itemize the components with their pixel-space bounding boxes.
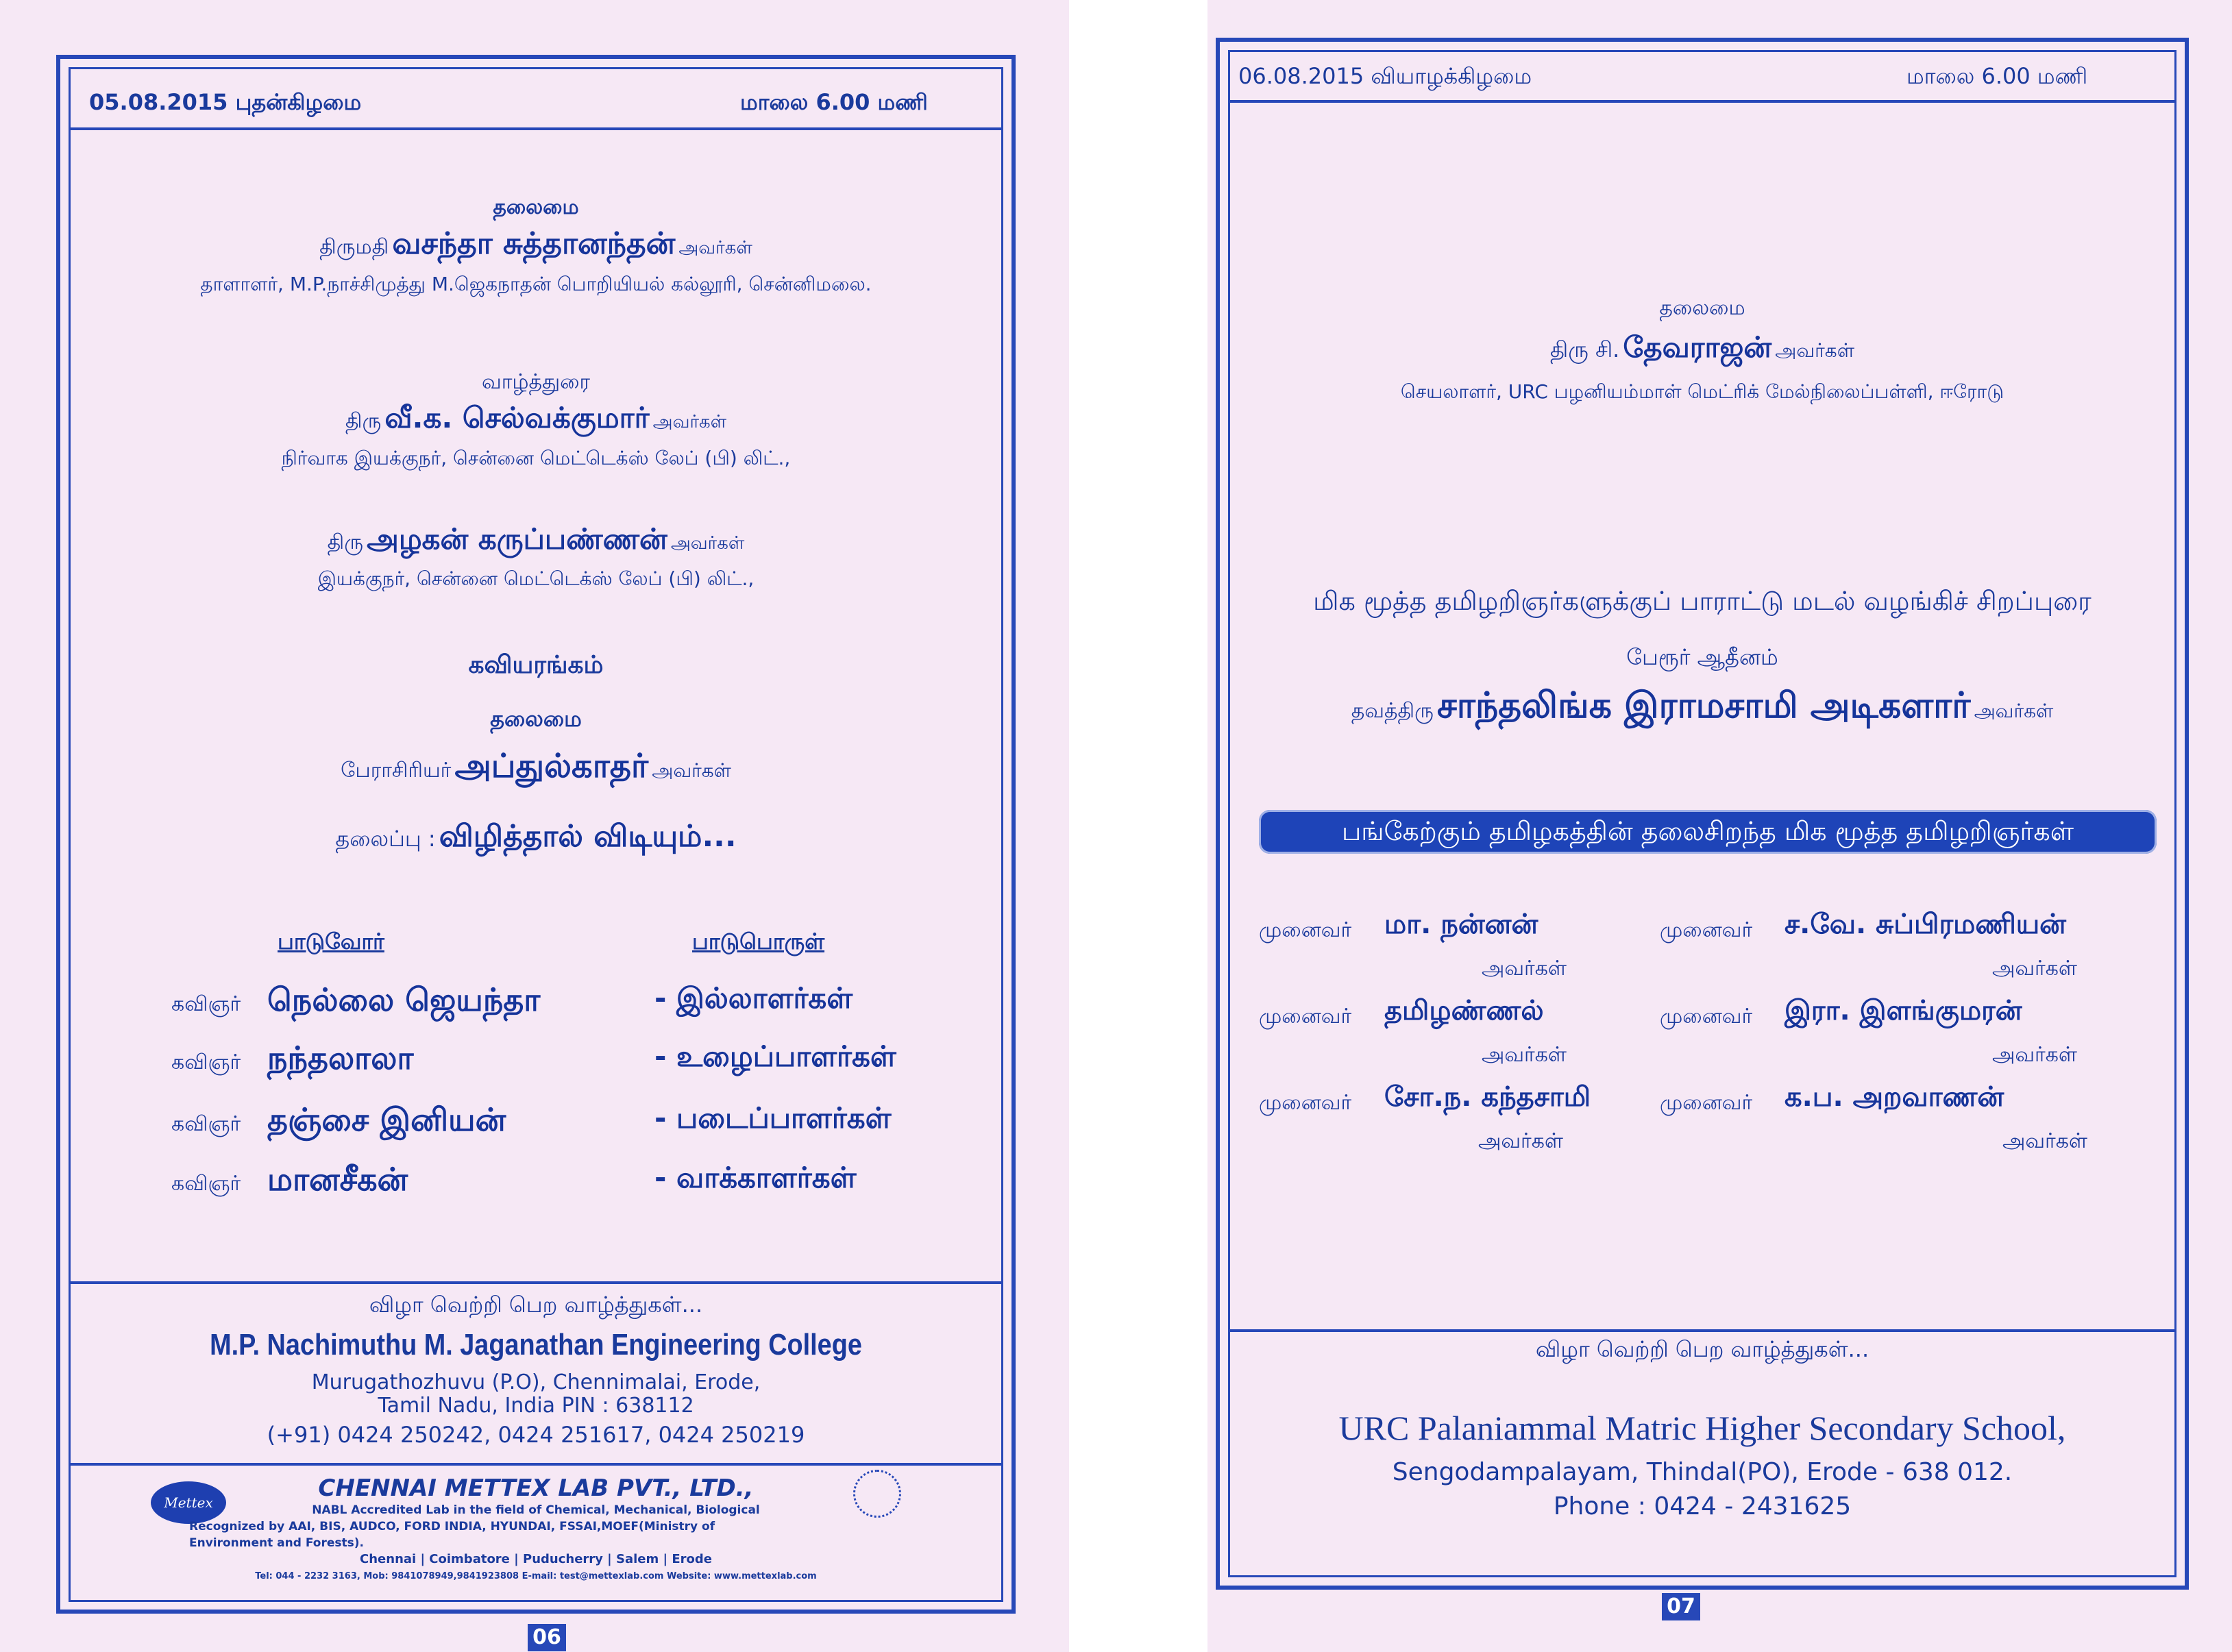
left-greeting-person2-suffix: அவர்கள் [670, 533, 745, 554]
left-header-time: மாலை 6.00 மணி [740, 89, 928, 115]
scholar-prefix: முனைவர் [1660, 1004, 1753, 1028]
left-sponsor-phone: (+91) 0424 250242, 0424 251617, 0424 250219 [267, 1422, 805, 1448]
left-kaviyarangam-name: அப்துல்காதர் [454, 747, 649, 785]
left-greeting-person2-name: அழகன் கருப்பண்ணன் [367, 522, 667, 556]
scholar-prefix: முனைவர் [1259, 1091, 1352, 1115]
right-page [1207, 0, 2232, 1652]
left-poet-prefix: கவிஞர் [171, 1112, 241, 1136]
scholar-prefix: முனைவர் [1660, 918, 1753, 942]
left-sponsor-college: M.P. Nachimuthu M. Jaganathan Engineering College [210, 1328, 862, 1361]
mettex-company-name: CHENNAI METTEX LAB PVT., LTD., [318, 1475, 754, 1502]
left-kaviyarangam-heading: தலைமை [490, 706, 582, 732]
left-greeting-person2-role: இயக்குநர், சென்னை மெட்டெக்ஸ் லேப் (பி) லிட்., [317, 567, 755, 590]
right-honour-person-line [1228, 685, 2176, 731]
left-greeting-person1-name: வீ.க. செல்வக்குமார் [384, 401, 650, 434]
scholar-prefix: முனைவர் [1259, 918, 1352, 942]
left-poet-name: தஞ்சை இனியன் [267, 1101, 506, 1138]
scholar-suffix: அவர்கள் [2002, 1129, 2087, 1153]
left-poet-prefix: கவிஞர் [171, 1172, 241, 1196]
left-poet-subject: - உழைப்பாளர்கள் [654, 1039, 896, 1073]
left-kaviyarangam-topic-line [69, 819, 1003, 858]
right-sponsor-address: Sengodampalayam, Thindal(PO), Erode - 638 012. [1392, 1458, 2013, 1486]
left-ad-divider [69, 1463, 1003, 1466]
left-header-divider [69, 127, 1003, 130]
left-poet-name: மானசீகன் [267, 1161, 408, 1198]
right-page-number: 07 [1662, 1593, 1700, 1620]
right-presiding-line [1228, 330, 2176, 368]
left-topic-label: தலைப்பு : [335, 826, 436, 852]
scholar-name: தமிழண்ணல் [1384, 995, 1544, 1026]
left-presiding-line [69, 226, 1003, 265]
left-poet-prefix: கவிஞர் [171, 1050, 241, 1074]
left-poet-prefix: கவிஞர் [171, 992, 241, 1016]
left-poet-subject: - படைப்பாளர்கள் [654, 1101, 892, 1135]
mettex-contact: Tel: 044 - 2232 3163, Mob: 9841078949,9841923808 E-mail: test@mettexlab.com Website: www.mettexlab.com [255, 1571, 817, 1581]
right-header-time: மாலை 6.00 மணி [1906, 63, 2088, 89]
left-poet-name: நந்தலாலா [267, 1039, 414, 1076]
right-sponsor-phone: Phone : 0424 - 2431625 [1553, 1492, 1852, 1520]
left-presiding-role: தாளாளர், M.P.நாச்சிமுத்து M.ஜெகநாதன் பொறியியல் கல்லூரி, சென்னிமலை. [200, 273, 872, 295]
scholar-suffix: அவர்கள் [1482, 1043, 1567, 1067]
scholar-prefix: முனைவர் [1660, 1091, 1753, 1115]
right-honour-name: சாந்தலிங்க இராமசாமி அடிகளார் [1436, 685, 1971, 726]
left-kaviyarangam-prefix: பேராசிரியர் [341, 759, 452, 782]
left-greeting-person1-suffix: அவர்கள் [652, 412, 727, 432]
left-page-number: 06 [528, 1624, 566, 1651]
left-sponsor-address2: Tamil Nadu, India PIN : 638112 [378, 1394, 694, 1418]
left-greeting-person2-line [69, 522, 1003, 560]
right-sponsor-wishes: விழா வெற்றி பெற வாழ்த்துகள்... [1535, 1336, 1869, 1362]
left-sponsor-divider [69, 1281, 1003, 1284]
left-sponsor-address1: Murugathozhuvu (P.O), Chennimalai, Erode, [311, 1370, 761, 1394]
scholar-suffix: அவர்கள் [1482, 957, 1567, 981]
left-presiding-name: வசந்தா சுத்தானந்தன் [392, 226, 676, 261]
scholar-name: இரா. இளங்குமரன் [1785, 995, 2022, 1026]
left-presiding-suffix: அவர்கள் [678, 238, 752, 258]
scholar-name: க.ப. அறவாணன் [1785, 1081, 2004, 1113]
scholar-suffix: அவர்கள் [1478, 1129, 1563, 1153]
left-kaviyarangam-line [69, 747, 1003, 789]
right-honour-prefix: தவத்திரு [1351, 699, 1434, 723]
left-poet-subject: - வாக்காளர்கள் [654, 1161, 857, 1194]
left-poets-col1-header: பாடுவோர் [278, 928, 384, 954]
right-presiding-role: செயலாளர், URC பழனியம்மாள் மெட்ரிக் மேல்நிலைப்பள்ளி, ஈரோடு [1400, 380, 2004, 403]
left-header-date: 05.08.2015 புதன்கிழமை [89, 89, 362, 115]
right-presiding-prefix: திரு சி. [1550, 336, 1620, 362]
scholar-suffix: அவர்கள் [1992, 957, 2077, 981]
mettex-line1: NABL Accredited Lab in the field of Chemical, Mechanical, Biological [312, 1503, 760, 1517]
left-greeting-person1-line [69, 401, 1003, 439]
mettex-cities: Chennai | Coimbatore | Puducherry | Salem | Erode [360, 1552, 712, 1566]
right-presiding-heading: தலைமை [1659, 296, 1745, 320]
left-greeting-person1-role: நிர்வாக இயக்குநர், சென்னை மெட்டெக்ஸ் லேப் (பி) லிட்., [281, 447, 791, 469]
left-kaviyarangam-title: கவியரங்கம் [468, 651, 604, 679]
right-honour-suffix: அவர்கள் [1974, 700, 2054, 722]
left-sponsor-wishes: விழா வெற்றி பெற வாழ்த்துகள்... [369, 1292, 703, 1318]
scholar-name: சோ.ந. கந்தசாமி [1384, 1081, 1591, 1113]
right-honour-line: மிக மூத்த தமிழறிஞர்களுக்குப் பாராட்டு மடல் வழங்கிச் சிறப்புரை [1313, 586, 2092, 616]
left-greeting-heading: வாழ்த்துரை [482, 370, 590, 394]
right-sponsor-school: URC Palaniammal Matric Higher Secondary School, [1338, 1409, 2066, 1447]
scholar-name: ச.வே. சுப்பிரமணியன் [1785, 909, 2066, 940]
scholar-suffix: அவர்கள் [1992, 1043, 2077, 1067]
left-greeting-person1-prefix: திரு [345, 409, 382, 433]
right-header-divider [1228, 100, 2176, 103]
left-presiding-heading: தலைமை [493, 195, 579, 219]
right-presiding-name: தேவராஜன் [1623, 330, 1772, 364]
left-greeting-person2-prefix: திரு [327, 530, 364, 554]
right-sponsor-divider [1228, 1329, 2176, 1332]
left-poets-col2-header: பாடுபொருள் [692, 928, 825, 954]
left-page [0, 0, 1069, 1652]
left-poet-subject: - இல்லாளர்கள் [654, 981, 853, 1015]
right-header-date: 06.08.2015 வியாழக்கிழமை [1238, 63, 1532, 89]
scholar-name: மா. நன்னன் [1384, 909, 1538, 940]
mettex-line2: Recognized by AAI, BIS, AUDCO, FORD INDIA, HYUNDAI, FSSAI,MOEF(Ministry of [189, 1520, 715, 1533]
mettex-line3: Environment and Forests). [189, 1536, 364, 1550]
left-presiding-prefix: திருமதி [319, 235, 389, 259]
scholar-prefix: முனைவர் [1259, 1004, 1352, 1028]
right-presiding-suffix: அவர்கள் [1775, 339, 1854, 362]
right-honour-org: பேரூர் ஆதீனம் [1626, 644, 1778, 670]
mettex-logo-text: Mettex [164, 1494, 213, 1511]
left-poet-name: நெல்லை ஜெயந்தா [267, 981, 541, 1018]
left-topic-text: விழித்தால் விடியும்... [439, 819, 737, 854]
right-banner: பங்கேற்கும் தமிழகத்தின் தலைசிறந்த மிக மூத்த தமிழறிஞர்கள் [1259, 810, 2157, 854]
left-kaviyarangam-suffix: அவர்கள் [652, 759, 731, 782]
